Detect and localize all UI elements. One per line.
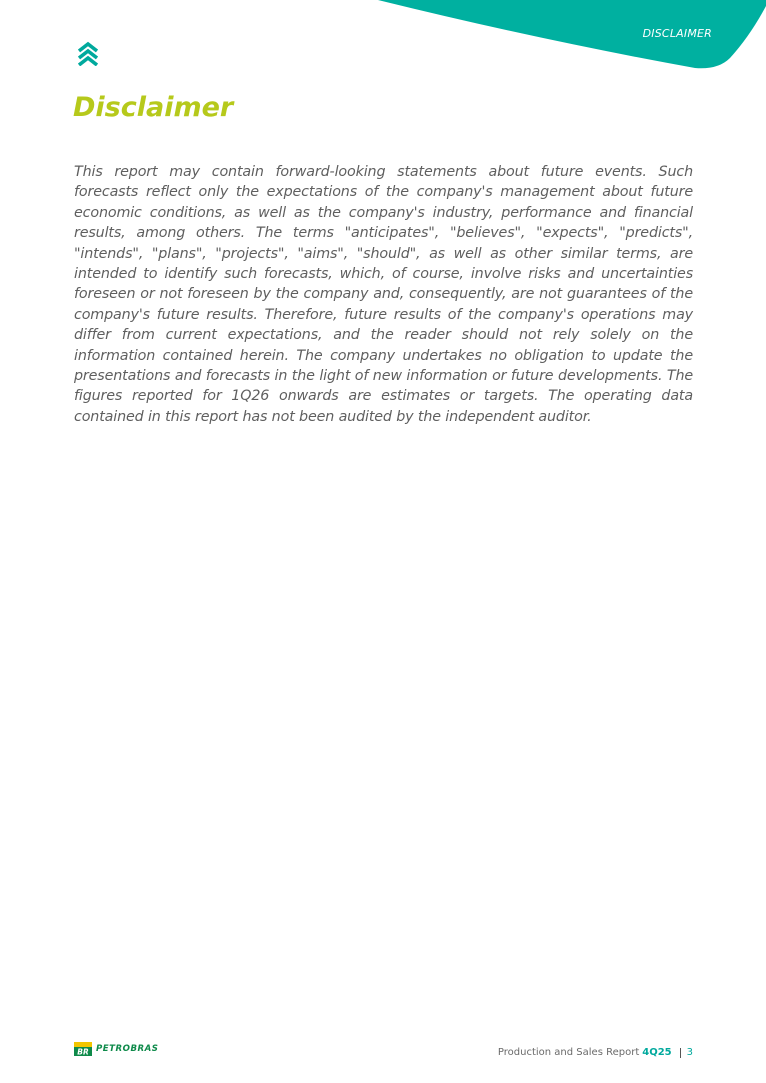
report-quarter: 4Q25 [642,1047,672,1058]
brand-mark: BR [77,1047,89,1056]
br-brand-icon [74,1042,92,1056]
petrobras-logo [74,1042,158,1056]
header-band [0,0,766,80]
brand-name: PETROBRAS [96,1044,159,1054]
report-name: Production and Sales Report [497,1047,640,1058]
footer-divider [680,1048,681,1058]
page-title: Disclaimer [73,92,234,123]
double-chevron-up-icon [78,40,98,66]
footer-report-info [498,1047,693,1058]
section-label: DISCLAIMER [642,27,712,40]
page-number: 3 [686,1047,693,1058]
disclaimer-text: This report may contain forward-looking statements about future events. Such forecasts reflect only the expectations of the company's management about future economic conditions, as well as the company's industry, performance and financial results, among others. The terms "anticipates", "believes", "expects", "predicts", "intends", "plans", "projects", "aims", "should", as well as other similar terms, are intended to identify such forecasts, which, of course, involve risks and uncertainties foreseen or not foreseen by the company and, consequently, are not guarantees of the company's future results. Therefore, future results of the company's operations may differ from current expectations, and the reader should not rely solely on the information contained herein. The company undertakes no obligation to update the presentations and forecasts in the light of new information or future developments. The figures reported for 1Q26 onwards are estimates or targets. The operating data contained in this report has not been audited by the independent auditor. [74,164,693,425]
